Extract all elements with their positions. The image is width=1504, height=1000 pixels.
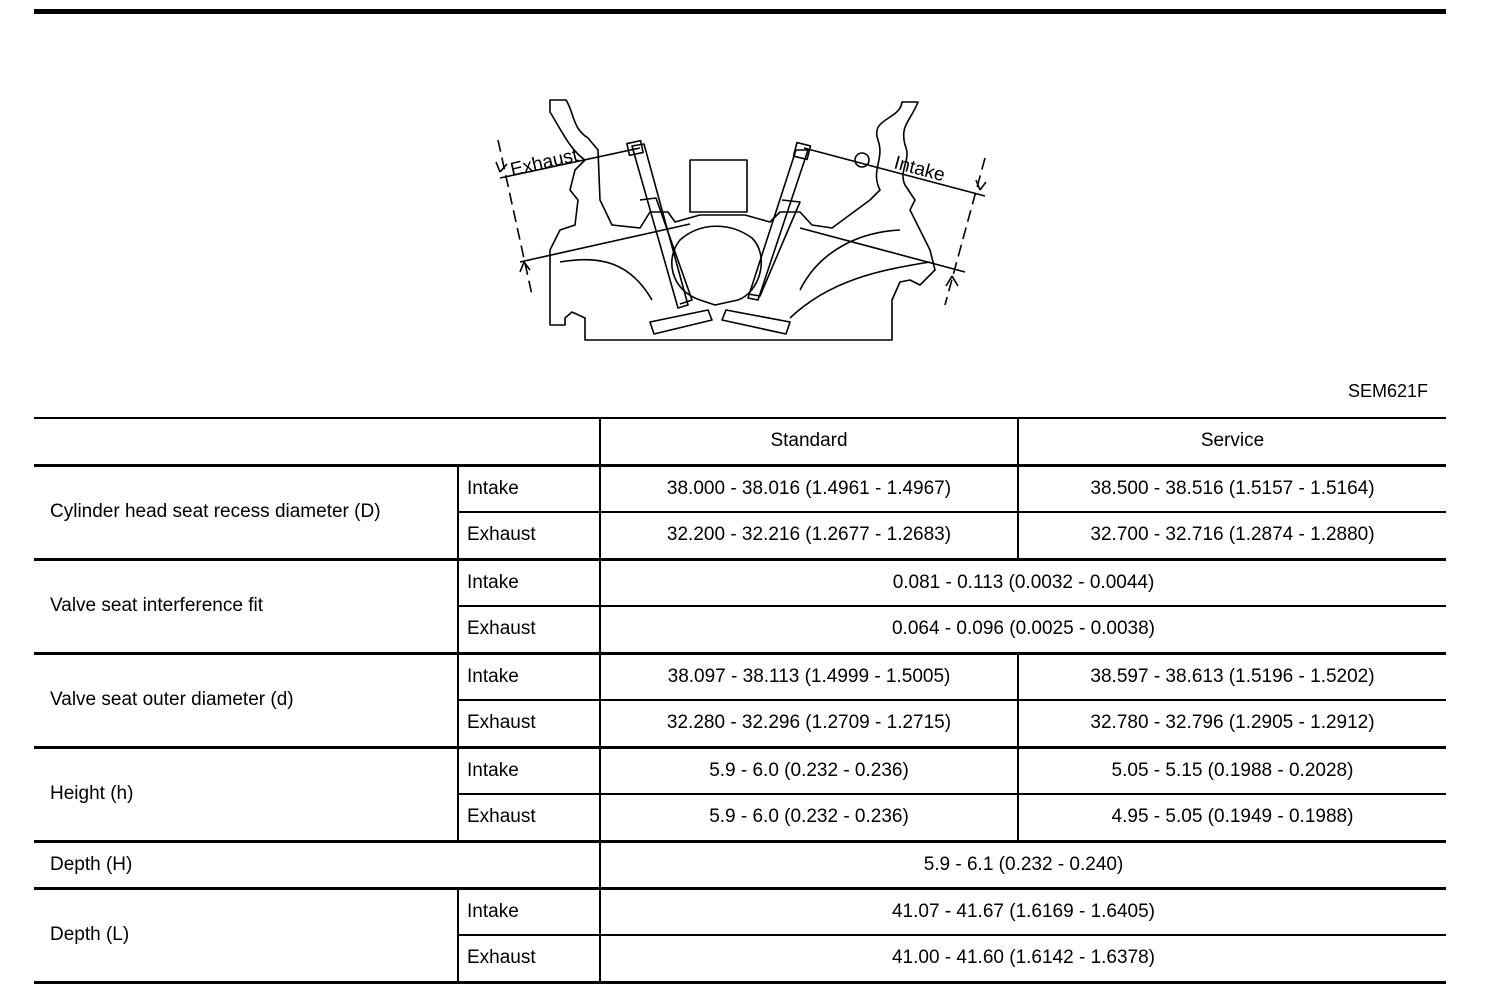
intake-label: Intake [891,152,948,187]
intake-arrow-top [976,180,986,190]
row-sub-exhaust: Exhaust [458,606,600,653]
value-merged: 41.07 - 41.67 (1.6169 - 1.6405) [600,888,1446,935]
table-row [34,888,1446,935]
row-sub-exhaust: Exhaust [458,512,600,559]
value-service: 5.05 - 5.15 (0.1988 - 0.2028) [1018,747,1446,794]
row-label-interference-fit: Valve seat interference fit [34,559,458,653]
intake-dim-line-bottom [800,228,965,272]
intake-port [790,262,930,318]
row-sub-exhaust: Exhaust [458,935,600,982]
value-merged: 0.064 - 0.096 (0.0025 - 0.0038) [600,606,1446,653]
intake-port-hole [855,153,869,167]
exhaust-arrow-bottom [520,262,530,272]
intake-dim-arrow-axis [945,158,985,305]
exhaust-valve-tip [627,141,643,156]
exhaust-valve-head [650,310,712,334]
spark-plug-boss [690,160,747,212]
figure-code: SEM621F [1347,381,1428,401]
table-row [34,559,1446,606]
value-service: 32.780 - 32.796 (1.2905 - 1.2912) [1018,700,1446,747]
exhaust-dim-line-bottom [520,224,690,262]
header-service: Service [1018,418,1446,465]
value-standard: 38.000 - 38.016 (1.4961 - 1.4967) [600,465,1018,512]
row-label-depth-l: Depth (L) [34,888,458,982]
row-label-recess-diameter: Cylinder head seat recess diameter (D) [34,465,458,559]
value-standard: 5.9 - 6.0 (0.232 - 0.236) [600,794,1018,841]
head-outline [550,100,935,340]
intake-valve-head [722,310,790,334]
value-standard: 38.097 - 38.113 (1.4999 - 1.5005) [600,653,1018,700]
row-sub-intake: Intake [458,465,600,512]
row-sub-exhaust: Exhaust [458,794,600,841]
header-standard: Standard [600,418,1018,465]
row-label-depth-h: Depth (H) [34,841,600,888]
value-standard: 32.280 - 32.296 (1.2709 - 1.2715) [600,700,1018,747]
value-service: 4.95 - 5.05 (0.1949 - 0.1988) [1018,794,1446,841]
row-sub-intake: Intake [458,559,600,606]
valve-seat-spec-table [34,417,1446,984]
value-service: 38.597 - 38.613 (1.5196 - 1.5202) [1018,653,1446,700]
intake-valve-stem [748,150,808,300]
row-sub-intake: Intake [458,888,600,935]
table-row [34,747,1446,794]
table-row [34,841,1446,888]
value-service: 38.500 - 38.516 (1.5157 - 1.5164) [1018,465,1446,512]
row-sub-intake: Intake [458,653,600,700]
intake-guide [748,200,800,296]
row-label-outer-diameter: Valve seat outer diameter (d) [34,653,458,747]
row-sub-exhaust: Exhaust [458,700,600,747]
top-rule [34,9,1446,14]
table-row [34,653,1446,700]
header-blank [34,418,600,465]
value-standard: 5.9 - 6.0 (0.232 - 0.236) [600,747,1018,794]
value-merged: 5.9 - 6.1 (0.232 - 0.240) [600,841,1446,888]
value-merged: 0.081 - 0.113 (0.0032 - 0.0044) [600,559,1446,606]
value-merged: 41.00 - 41.60 (1.6142 - 1.6378) [600,935,1446,982]
table-row [34,465,1446,512]
row-label-height: Height (h) [34,747,458,841]
exhaust-label: Exhaust [508,144,581,181]
cylinder-head-diagram [490,90,1010,360]
header-row [34,418,1446,465]
exhaust-arrow-top [496,162,507,172]
value-standard: 32.200 - 32.216 (1.2677 - 1.2683) [600,512,1018,559]
row-sub-intake: Intake [458,747,600,794]
value-service: 32.700 - 32.716 (1.2874 - 1.2880) [1018,512,1446,559]
exhaust-port [560,260,652,300]
